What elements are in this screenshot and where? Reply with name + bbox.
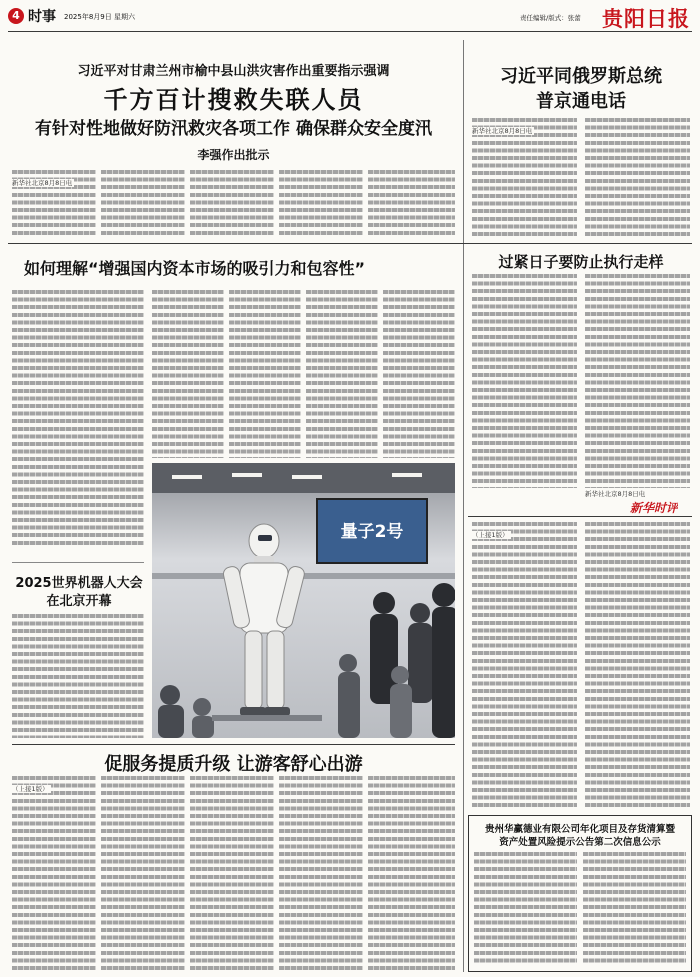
body-text-column xyxy=(368,170,455,236)
body-text-column xyxy=(101,776,185,970)
tight-budget-dateline: 新华社北京8月8日电 xyxy=(585,490,646,498)
section-rule xyxy=(12,744,455,745)
putin-headline-1: 习近平同俄罗斯总统 xyxy=(500,66,662,87)
stage-floor xyxy=(212,715,322,721)
body-text-column xyxy=(12,170,96,236)
newspaper-logo: 贵阳日报 xyxy=(602,6,690,31)
main-subhead: 李强作出批示 xyxy=(197,148,270,162)
robot-rule xyxy=(12,562,144,563)
body-text-column xyxy=(279,776,363,970)
body-text-column xyxy=(585,274,690,488)
robot-headline-2: 在北京开幕 xyxy=(46,594,112,609)
body-text-column xyxy=(383,290,455,458)
main-headline-1: 千方百计搜救失联人员 xyxy=(103,86,364,114)
page-number: 4 xyxy=(8,8,24,24)
issue-date: 2025年8月9日 星期六 xyxy=(64,13,135,21)
notice-title-1: 贵州华赢德业有限公司年化项目及存货清算暨 xyxy=(484,824,675,835)
tourism-headline: 促服务提质升级 让游客舒心出游 xyxy=(104,754,363,775)
public-notice-box xyxy=(468,815,692,972)
main-headline-2: 有针对性地做好防汛救灾各项工作 确保群众安全度汛 xyxy=(35,119,432,139)
body-text-column xyxy=(190,170,274,236)
xinhua-commentary-logo: 新华时评 xyxy=(630,501,679,515)
body-text-column xyxy=(472,522,577,810)
column-divider xyxy=(463,40,464,972)
tight-budget-headline: 过紧日子要防止执行走样 xyxy=(498,253,664,271)
body-text-column xyxy=(368,776,455,970)
main-dateline: 新华社北京8月8日电 xyxy=(12,179,73,187)
body-text-column xyxy=(472,274,577,488)
notice-text-column xyxy=(583,852,686,964)
body-text-column xyxy=(12,290,144,546)
body-text-column xyxy=(585,118,690,236)
screen-text: 量子2号 xyxy=(340,522,404,542)
continued-label: （上接1版） xyxy=(472,531,509,539)
body-text-column xyxy=(472,118,577,236)
body-text-column xyxy=(12,614,144,738)
capital-market-headline: 如何理解“增强国内资本市场的吸引力和包容性” xyxy=(24,259,366,278)
body-text-column xyxy=(190,776,274,970)
notice-title-2: 资产处置风险提示公告第二次信息公示 xyxy=(499,837,661,848)
robot-photo xyxy=(152,463,455,738)
body-text-column xyxy=(585,522,690,810)
body-text-column xyxy=(152,290,224,458)
body-text-column xyxy=(229,290,301,458)
section-rule xyxy=(8,243,692,244)
continued-label: （上接1版） xyxy=(12,785,49,793)
section-name: 时事 xyxy=(28,9,56,25)
main-kicker: 习近平对甘肃兰州市榆中县山洪灾害作出重要指示强调 xyxy=(77,64,390,79)
body-text-column xyxy=(306,290,378,458)
notice-text-column xyxy=(474,852,577,964)
body-text-column xyxy=(101,170,185,236)
putin-headline-2: 普京通电话 xyxy=(536,91,626,112)
page-header xyxy=(0,0,700,31)
putin-dateline: 新华社北京8月8日电 xyxy=(472,127,533,135)
section-rule xyxy=(468,516,692,517)
body-text-column xyxy=(12,776,96,970)
robot-headline-1: 2025世界机器人大会 xyxy=(15,576,143,591)
display-screen xyxy=(317,499,427,563)
header-rule xyxy=(8,31,692,32)
body-text-column xyxy=(279,170,363,236)
editor-credit: 责任编辑/版式：张蕾 xyxy=(520,14,581,22)
